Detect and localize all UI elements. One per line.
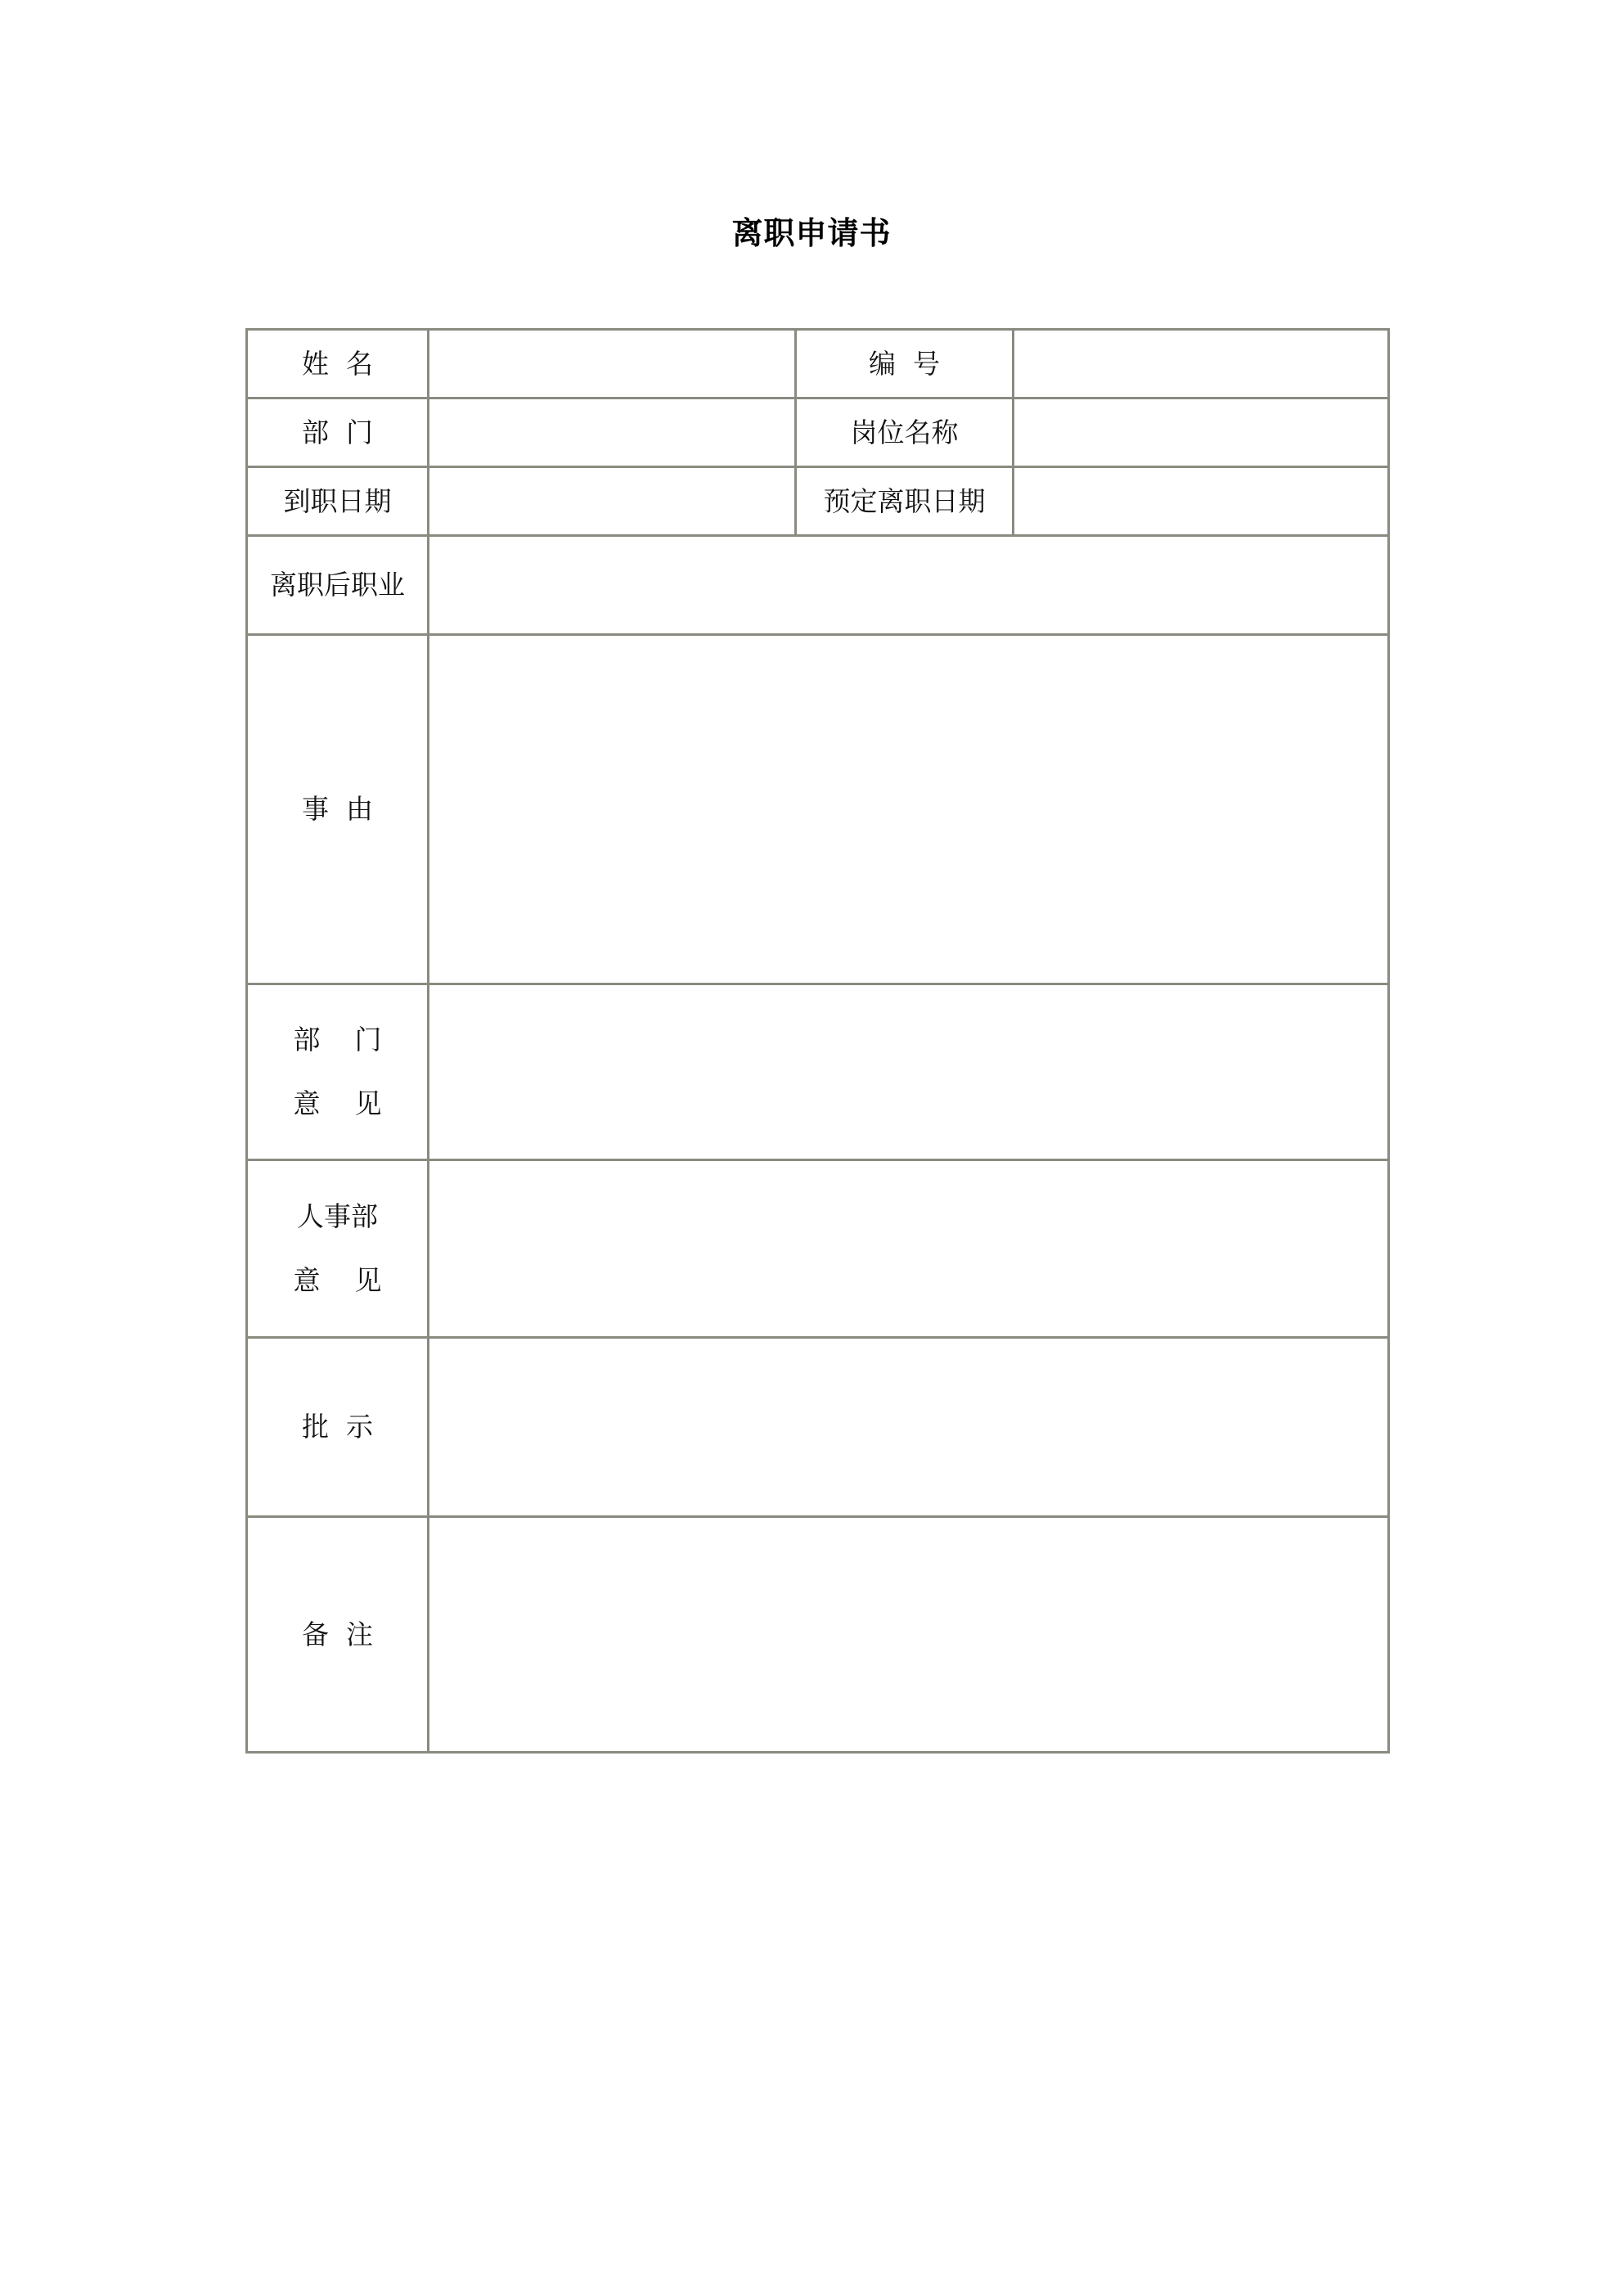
form-row-approval (247, 1338, 1389, 1517)
hr-opinion-label (247, 1160, 429, 1338)
form-row-remarks (247, 1517, 1389, 1753)
approval-label: 批 示 (247, 1338, 429, 1517)
form-row-department (247, 398, 1389, 467)
reason-field[interactable] (429, 635, 1389, 984)
dept-opinion-label (247, 984, 429, 1160)
post-leave-career-field[interactable] (429, 536, 1389, 635)
dept-opinion-label-line2: 意 见 (293, 1087, 382, 1119)
resignation-form-table (245, 328, 1390, 1754)
form-row-reason (247, 635, 1389, 984)
form-row-dept-opinion (247, 984, 1389, 1160)
page-title: 离职申请书 (731, 215, 892, 251)
planned-leave-date-field[interactable] (1014, 467, 1389, 536)
dept-opinion-field[interactable] (429, 984, 1389, 1160)
post-leave-career-label: 离职后职业 (247, 536, 429, 635)
hr-opinion-label-line1: 人事部 (297, 1200, 378, 1232)
reason-label: 事 由 (247, 635, 429, 984)
name-field[interactable] (429, 330, 796, 398)
approval-field[interactable] (429, 1338, 1389, 1517)
hire-date-field[interactable] (429, 467, 796, 536)
remarks-field[interactable] (429, 1517, 1389, 1753)
hr-opinion-field[interactable] (429, 1160, 1389, 1338)
form-row-post-leave-career (247, 536, 1389, 635)
number-field[interactable] (1014, 330, 1389, 398)
hr-opinion-label-line2: 意 见 (293, 1264, 382, 1296)
form-row-hr-opinion (247, 1160, 1389, 1338)
name-label: 姓 名 (247, 330, 429, 398)
remarks-label: 备 注 (247, 1517, 429, 1753)
position-field[interactable] (1014, 398, 1389, 467)
number-label: 编 号 (796, 330, 1014, 398)
department-label: 部 门 (247, 398, 429, 467)
dept-opinion-label-line1: 部 门 (293, 1024, 382, 1056)
position-label: 岗位名称 (796, 398, 1014, 467)
form-row-name (247, 330, 1389, 398)
department-field[interactable] (429, 398, 796, 467)
planned-leave-date-label: 预定离职日期 (796, 467, 1014, 536)
form-row-dates (247, 467, 1389, 536)
hire-date-label: 到职日期 (247, 467, 429, 536)
